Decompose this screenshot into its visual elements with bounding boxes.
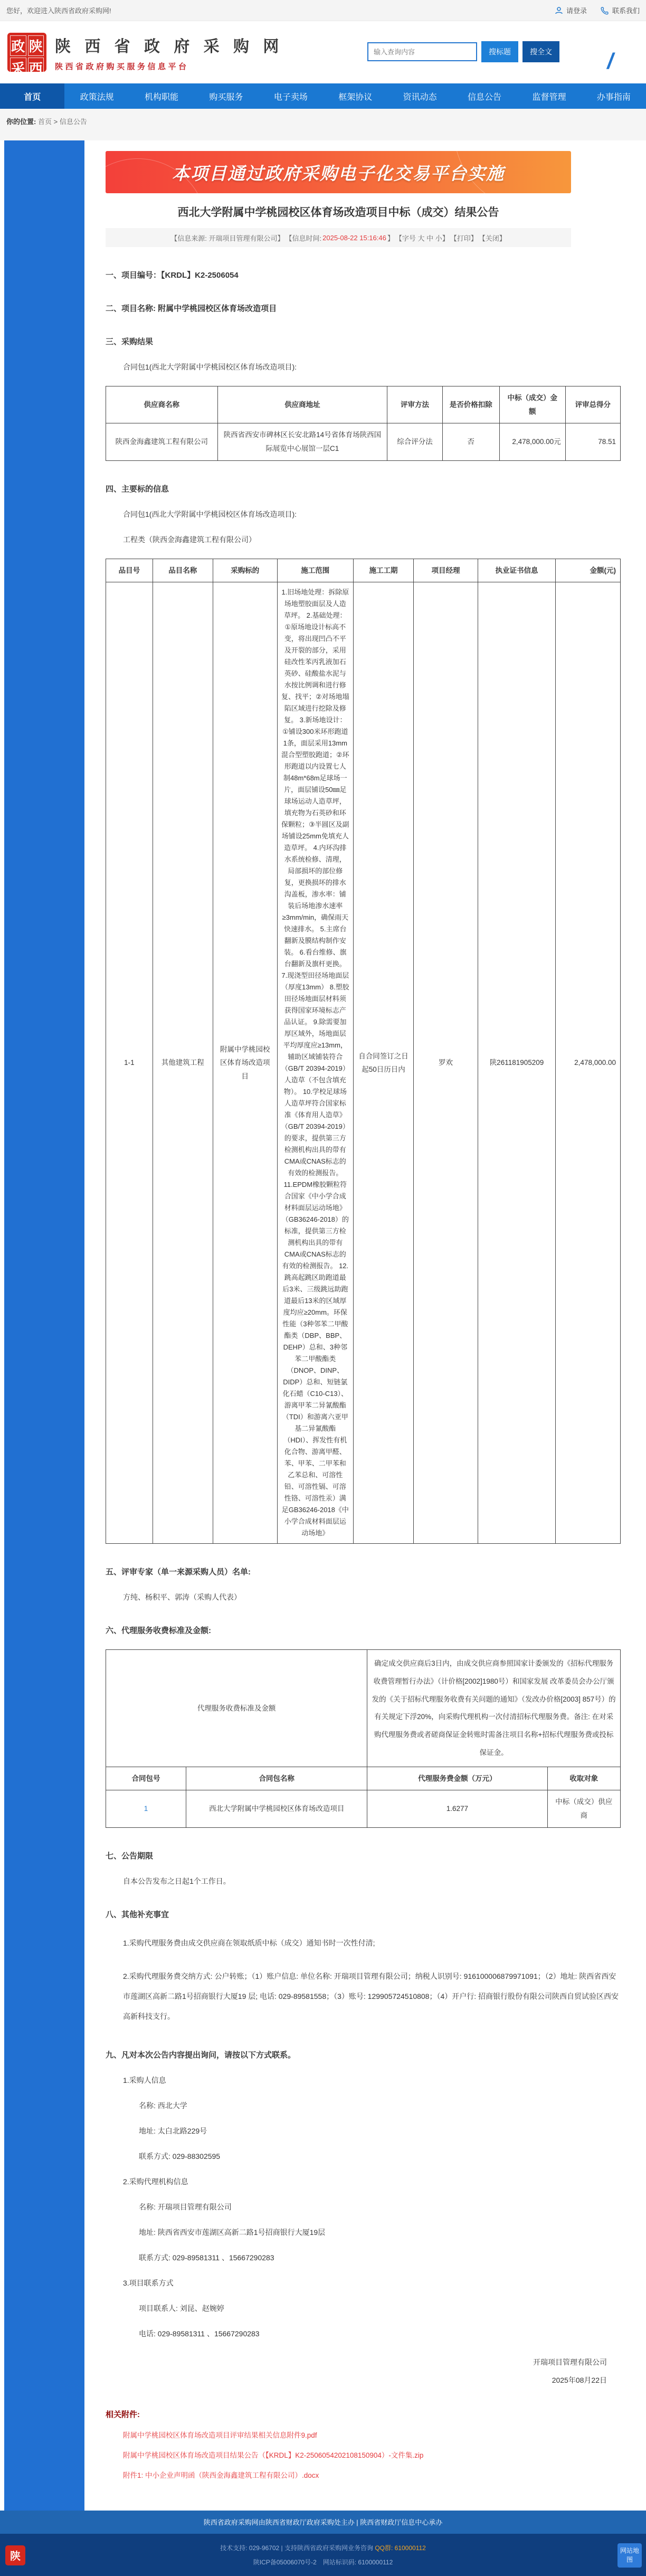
nav-item-home[interactable]: 首页 (0, 83, 64, 109)
slash-decoration: / (607, 49, 613, 73)
fee-payer: 中标（成交）供应商 (547, 1790, 620, 1827)
logo-char: 采 (10, 58, 26, 78)
package-no[interactable]: 1 (106, 1790, 186, 1827)
table-row (106, 423, 621, 460)
search-input[interactable] (367, 42, 477, 61)
nav-item-supervision[interactable]: 监督管理 (532, 92, 566, 102)
package-name: 西北大学附属中学桃园校区体育场改造项目 (186, 1790, 367, 1827)
page-title: 西北大学附属中学桃园校区体育场改造项目中标（成交）结果公告 (177, 206, 499, 219)
breadcrumb (0, 109, 646, 140)
col-amount: 金额(元) (556, 559, 621, 582)
footer-icp-line: 陕ICP备05006070号-2 网站标识码: 6100000112 (253, 2558, 393, 2566)
print-button[interactable]: 【打印】 (450, 234, 478, 242)
breadcrumb-label: 你的位置: (6, 118, 36, 126)
table-header-row (106, 1767, 621, 1790)
supplier-name: 陕西金海鑫建筑工程有限公司 (106, 423, 218, 460)
subject: 附属中学桃园校区体育场改造项目 (213, 582, 277, 1544)
attachment-link-docx[interactable]: 附件1: 中小企业声明函（陕西金海鑫建筑工程有限公司）.docx (123, 2471, 319, 2479)
meta-time-suffix: 】 (387, 234, 394, 242)
footer-support-line (220, 2543, 426, 2552)
section-3-heading: 三、采购结果 (106, 337, 154, 346)
buyer-phone: 联系方式: 029-88302595 (139, 2152, 221, 2160)
table-header-row (106, 386, 621, 423)
footer-band-2 (0, 2534, 646, 2576)
supplement-item-1: 1.采购代理服务费由成交供应商在领取纸质中标（成交）通知书时一次性付清; (123, 1938, 375, 1947)
agency-address: 地址: 陕西省西安市莲湖区高新二路1号招商银行大厦19层 (139, 2228, 326, 2237)
buyer-info-title: 1.采购人信息 (123, 2075, 166, 2084)
project-manager: 罗欢 (414, 582, 478, 1544)
logo-char: 陕 (28, 35, 44, 56)
breadcrumb-home-link[interactable]: 首页 (37, 118, 52, 126)
signoff-date: 2025年08月22日 (552, 2375, 607, 2384)
section-6-heading: 六、代理服务收费标准及金额: (106, 1626, 211, 1636)
brand-block (55, 33, 283, 72)
main-nav (0, 83, 646, 109)
table-row (106, 1790, 621, 1827)
buyer-name: 名称: 西北大学 (139, 2101, 187, 2110)
signoff-block (106, 2357, 621, 2385)
attachments-heading: 相关附件: (106, 2410, 140, 2419)
meta-source: 【信息来源: 开瑞项目管理有限公司】 (170, 234, 284, 242)
project-contact-phone: 电话: 029-89581311 、15667290283 (139, 2329, 260, 2338)
close-button[interactable]: 【关闭】 (478, 234, 506, 242)
banner-column (106, 151, 571, 247)
left-blue-sidebar (4, 140, 84, 2511)
breadcrumb-separator: > (53, 118, 58, 126)
project-contact-title: 3.项目联系方式 (123, 2278, 174, 2287)
etrading-banner (106, 151, 571, 193)
nav-item-news[interactable]: 资讯动态 (403, 92, 437, 102)
col-supplier-address: 供应商地址 (217, 386, 387, 423)
item-name: 其他建筑工程 (153, 582, 213, 1544)
nav-item-purchase-service[interactable]: 购买服务 (209, 92, 243, 102)
site-logo (7, 33, 46, 77)
certificate-no: 陕261181905209 (478, 582, 555, 1544)
construction-scope-text: 1.旧场地处理：拆除原场地塑胶面层及人造草坪。 2.基础处理：①原场地设计标高不变，将出现凹凸不平及开裂的部分，采用硅改性苯丙乳液加石英砂、硅酸盐水泥与水按比例调和进行修复、找平；②对场地塌陷区域进行挖除及修复。 3.新场地设计：①铺设300米环形跑道1条，面层采用13mm混合型塑胶跑道；②环形跑道以内设置七人制48m*68m足球场一片，面层铺设50㎜足球场运动人造草坪，填充物为石英砂和环保颗粒；③半圆区及副场铺设25mm免填充人造草坪。 4.内环沟排水系统检修、清理，局部损坏的部位修复，更换损坏的排水沟盖板，渗水率：铺装后场地渗水速率≥3mm/min，确保雨天快速排水。 5.主席台翻新及膜结构制作安装。 6.看台维修、旗台翻新及旗杆更换。 7.现浇型田径场地面层（厚度13mm） 8.塑胶田径场地面层材料须获得国家环境标志产品认证。 9.除需要加厚区域外，场地面层平均厚度应≥13mm，辅助区域铺装符合（GB/T 20394-2019）人造草（不包含填充物）。 10.学校足球场人造草坪符合国家标准《体育用人造草》（GB/T 20394-2019）的要求，提供第三方检测机构出具的带有CMA或CNAS标志的有效的检测报告。 11.EPDM橡胶颗粒符合国家《中小学合成材料面层运动场地》（GB36246-2018）的标准，提供第三方检测机构出具的带有CMA或CNAS标志的有效的检测报告。 12.跳高起跳区助跑道最后3米、三级跳远助跑道最后13米的区域厚度均应≥20mm。环保性能（3种邻苯二甲酸酯类（DBP、BBP、DEHP）总和、3种邻苯二甲酸酯类（DNOP、DINP、DIDP）总和、短链氯化石蜡（C10-C13）、游离甲苯二异氰酸酯（TDI）和游离六亚甲基二异氰酸酯（HDI）、挥发性有机化合物、游离甲醛、苯、甲苯、二甲苯和乙苯总和、可溶性铅、可溶性镉、可溶性铬、可溶性汞）满足GB36246-2018《中小学合成材料面层运动场地》 (277, 582, 353, 1544)
phone-icon (601, 6, 609, 15)
agency-phone: 联系方式: 029-89581311 、15667290283 (139, 2253, 274, 2262)
nav-item-policies[interactable]: 政策法规 (80, 92, 114, 102)
fee-standard-desc: 确定成交供应商后3日内，由成交供应商参照国家计委颁发的《招标代理服务收费管理暂行办法》（计价格[2002]1980号）和国家发展 改革委员会办公厅颁发的《关于招标代理服务收费有关问题的通知》（发改办价格[2003] 857号）的有关规定下浮20%，向采购代理机构一次付清招标代理服务费。备注: 在对采购代理服务费或者磋商保证金转账时需备注项目名称+招标代理服务费或投标保证金。 (367, 1650, 621, 1767)
col-package-name: 合同包名称 (186, 1767, 367, 1790)
section-5-heading: 五、评审专家（单一来源采购人员）名单: (106, 1568, 251, 1577)
col-supplier-name: 供应商名称 (106, 386, 218, 423)
announcement-period: 自本公告发布之日起1个工作日。 (123, 1876, 231, 1885)
main-wrapper (0, 140, 646, 2511)
footer-band-1 (0, 2511, 646, 2534)
section-2-heading: 二、项目名称: 附属中学桃园校区体育场改造项目 (106, 304, 277, 313)
fee-standard-label: 代理服务收费标准及金额 (106, 1650, 367, 1767)
amount: 2,478,000.00 (556, 582, 621, 1544)
buyer-address: 地址: 太白北路229号 (139, 2126, 207, 2135)
package-1-label-2: 合同包1(西北大学附属中学桃园校区体育场改造项目): (123, 509, 297, 518)
contact-link[interactable] (601, 5, 640, 15)
fee-amount: 1.6277 (367, 1790, 547, 1827)
col-total-score: 评审总得分 (565, 386, 620, 423)
nav-item-emall[interactable]: 电子卖场 (273, 92, 308, 102)
footer-host-line: 陕西省政府采购网由陕西省财政厅政府采购处主办 | 陕西省财政厅信息中心承办 (203, 2518, 443, 2527)
meta-time-value: 2025-08-22 15:16:46 (322, 233, 386, 242)
banner-text: 本项目通过政府采购电子化交易平台实施 (172, 163, 505, 183)
col-item-name: 品目名称 (153, 559, 213, 582)
col-duration: 施工工期 (353, 559, 413, 582)
agency-info-title: 2.采购代理机构信息 (123, 2177, 188, 2186)
works-type-label: 工程类（陕西金海鑫建筑工程有限公司） (123, 535, 256, 544)
login-link[interactable] (555, 5, 587, 15)
gov-emblem-logo: 陕 (5, 2545, 25, 2565)
section-9-heading: 九、凡对本次公告内容提出询问，请按以下方式联系。 (106, 2050, 296, 2060)
section-1-heading: 一、项目编号：【KRDL】K2-2506054 (106, 271, 239, 280)
signoff-company: 开瑞项目管理有限公司 (533, 2357, 607, 2366)
section-7-heading: 七、公告期限 (106, 1851, 154, 1861)
user-icon (555, 6, 563, 15)
package-1-label: 合同包1(西北大学附属中学桃园校区体育场改造项目): (123, 363, 297, 371)
footer-support-text: 技术支持: 029-96702 | 支持陕西省政府采购网业务咨询 (220, 2544, 373, 2552)
supplier-address: 陕西省西安市碑林区长安北路14号省体育场陕西国际展览中心展馆一层C1 (217, 423, 387, 460)
price-deduction: 否 (442, 423, 499, 460)
nav-item-announcements[interactable]: 信息公告 (468, 92, 502, 102)
col-subject: 采购标的 (213, 559, 277, 582)
supplement-item-2: 2.采购代理服务费交纳方式: 公户转账；（1）账户信息: 单位名称: 开瑞项目管理有限公司；纳税人识别号: 916100006879971091；（2）地址: 陕西省西安市莲湖区高新二路1号招商银行大厦19 层; 电话: 029-89581558；（3）账号: 129905724510808；（4）开户行: 招商银行股份有限公司陕西自贸试验区西安高新科技支行。 (123, 1972, 619, 2021)
col-project-manager: 项目经理 (414, 559, 478, 582)
section-4-heading: 四、主要标的信息 (106, 484, 169, 494)
contact-label: 联系我们 (612, 7, 640, 15)
award-amount: 2,478,000.00元 (499, 423, 565, 460)
attachment-link-zip[interactable]: 附属中学桃园校区体育场改造项目结果公告（【KRDL】K2-2506054202108150904）-文件集.zip (123, 2451, 424, 2459)
nav-item-guide[interactable]: 办事指南 (596, 92, 631, 102)
top-bar (0, 0, 646, 21)
agency-name: 名称: 开瑞项目管理有限公司 (139, 2202, 232, 2211)
meta-bar (106, 228, 571, 247)
col-review-method: 评审方法 (387, 386, 442, 423)
col-price-deduction: 是否价格扣除 (442, 386, 499, 423)
site-header (0, 21, 646, 83)
site-title: 陕 西 省 政 府 采 购 网 (55, 37, 284, 55)
attachment-link-pdf[interactable]: 附属中学桃园校区体育场改造项目评审结果相关信息附件9.pdf (123, 2431, 317, 2439)
item-no: 1-1 (106, 582, 153, 1544)
col-fee-amount: 代理服务费金额（万元） (367, 1767, 547, 1790)
review-method: 综合评分法 (387, 423, 442, 460)
login-label: 请登录 (566, 7, 587, 15)
topbar-right (555, 5, 640, 15)
main-subject-table (106, 559, 621, 1544)
fee-standard-row (106, 1650, 621, 1767)
experts-list: 方纯、杨积平、郭涛（采购人代表） (123, 1593, 241, 1602)
welcome-text: 您好，欢迎进入陕西省政府采购网! (6, 7, 111, 15)
search-title-button[interactable]: 搜标题 (481, 41, 518, 62)
meta-fontsize-control[interactable]: 【字号 大 中 小】 (395, 234, 449, 242)
project-contact-person: 项目联系人: 刘昆、赵婉婷 (139, 2304, 224, 2313)
nav-item-framework[interactable]: 框架协议 (338, 92, 373, 102)
announcement-card (84, 140, 642, 2511)
procurement-result-table (106, 386, 621, 461)
col-award-amount: 中标（成交）金额 (499, 386, 565, 423)
total-score: 78.51 (565, 423, 620, 460)
footer-qq-link[interactable]: QQ群: 610000112 (375, 2544, 426, 2552)
section-8-heading: 八、其他补充事宜 (106, 1910, 169, 1919)
table-header-row (106, 559, 621, 582)
col-package-no: 合同包号 (106, 1767, 186, 1790)
site-subtitle: 陕西省政府购买服务信息平台 (55, 62, 189, 71)
col-certificate: 执业证书信息 (478, 559, 555, 582)
col-fee-payer: 收取对象 (547, 1767, 620, 1790)
search-box (367, 42, 559, 62)
duration: 自合同签订之日起50日历日内 (353, 582, 413, 1544)
breadcrumb-current[interactable]: 信息公告 (59, 118, 87, 126)
col-item-no: 品目号 (106, 559, 153, 582)
table-row (106, 582, 621, 1544)
meta-time-label: 【信息时间: (285, 234, 322, 242)
logo-char: 西 (28, 58, 44, 78)
sitemap-widget[interactable]: 网站地图 (618, 2543, 642, 2568)
agency-fee-table (106, 1649, 621, 1827)
search-fulltext-button[interactable]: 搜全文 (522, 41, 559, 62)
nav-item-functions[interactable]: 机构职能 (145, 92, 179, 102)
logo-char: 政 (10, 35, 26, 56)
col-construction-scope: 施工范围 (277, 559, 353, 582)
